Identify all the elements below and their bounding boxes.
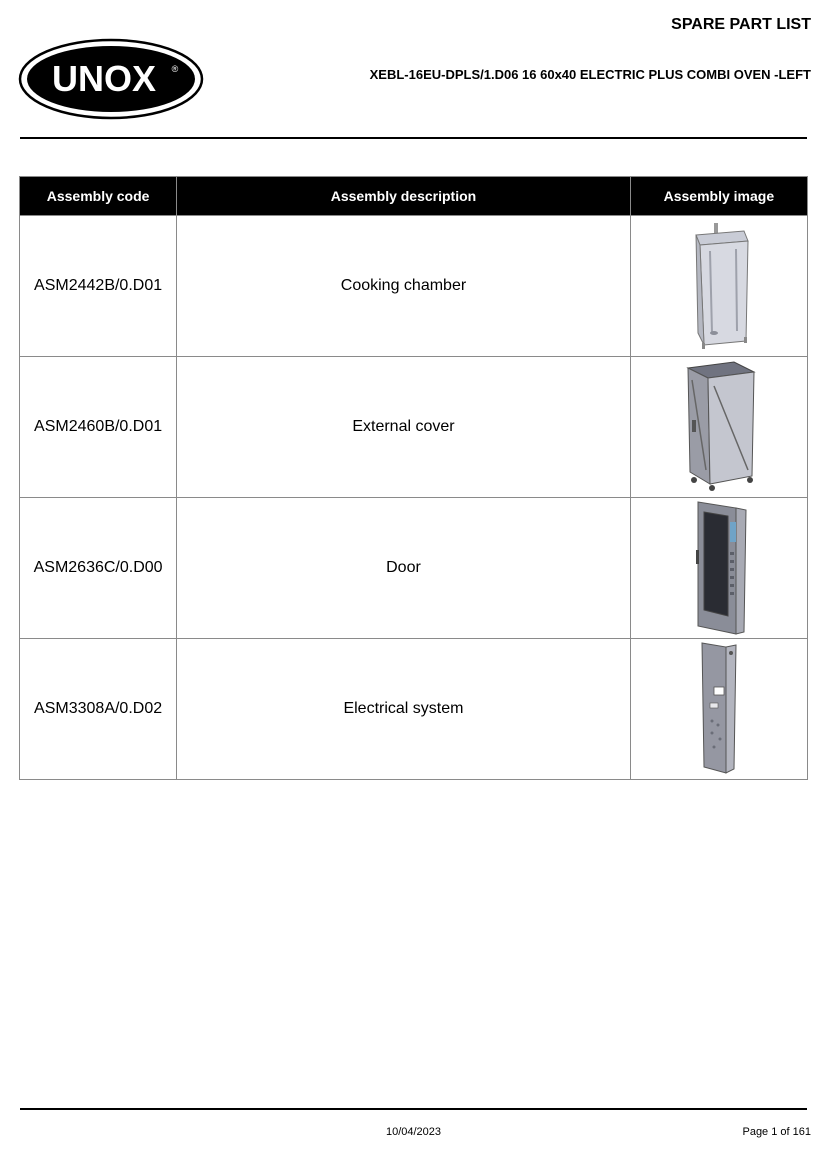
assembly-description: Door (177, 498, 631, 639)
door-image (674, 500, 764, 636)
unox-logo (18, 38, 204, 120)
column-header-code: Assembly code (20, 177, 177, 216)
column-header-description: Assembly description (177, 177, 631, 216)
table-row[interactable] (20, 639, 808, 780)
table-header-row (20, 177, 808, 216)
assembly-description: Electrical system (177, 639, 631, 780)
assembly-code[interactable]: ASM3308A/0.D02 (20, 639, 177, 780)
spare-parts-table (19, 176, 808, 780)
header-divider (20, 137, 807, 139)
assembly-code[interactable]: ASM2460B/0.D01 (20, 357, 177, 498)
assembly-description: Cooking chamber (177, 216, 631, 357)
footer-divider (20, 1108, 807, 1110)
cooking-chamber-image (674, 221, 764, 351)
document-subtitle: XEBL-16EU-DPLS/1.D06 16 60x40 ELECTRIC PLUS COMBI OVEN -LEFT (369, 67, 811, 82)
table-row[interactable] (20, 357, 808, 498)
table-row[interactable] (20, 216, 808, 357)
assembly-description: External cover (177, 357, 631, 498)
logo-registered-mark: ® (171, 64, 179, 74)
table-row[interactable] (20, 498, 808, 639)
external-cover-image (674, 360, 764, 494)
logo-text: UNOX (51, 58, 157, 99)
assembly-code[interactable]: ASM2442B/0.D01 (20, 216, 177, 357)
footer-date: 10/04/2023 (385, 1126, 442, 1138)
column-header-image: Assembly image (630, 177, 807, 216)
page-number: Page 1 of 161 (742, 1126, 811, 1138)
document-title: SPARE PART LIST (671, 16, 811, 33)
electrical-system-image (674, 641, 764, 777)
assembly-code[interactable]: ASM2636C/0.D00 (20, 498, 177, 639)
